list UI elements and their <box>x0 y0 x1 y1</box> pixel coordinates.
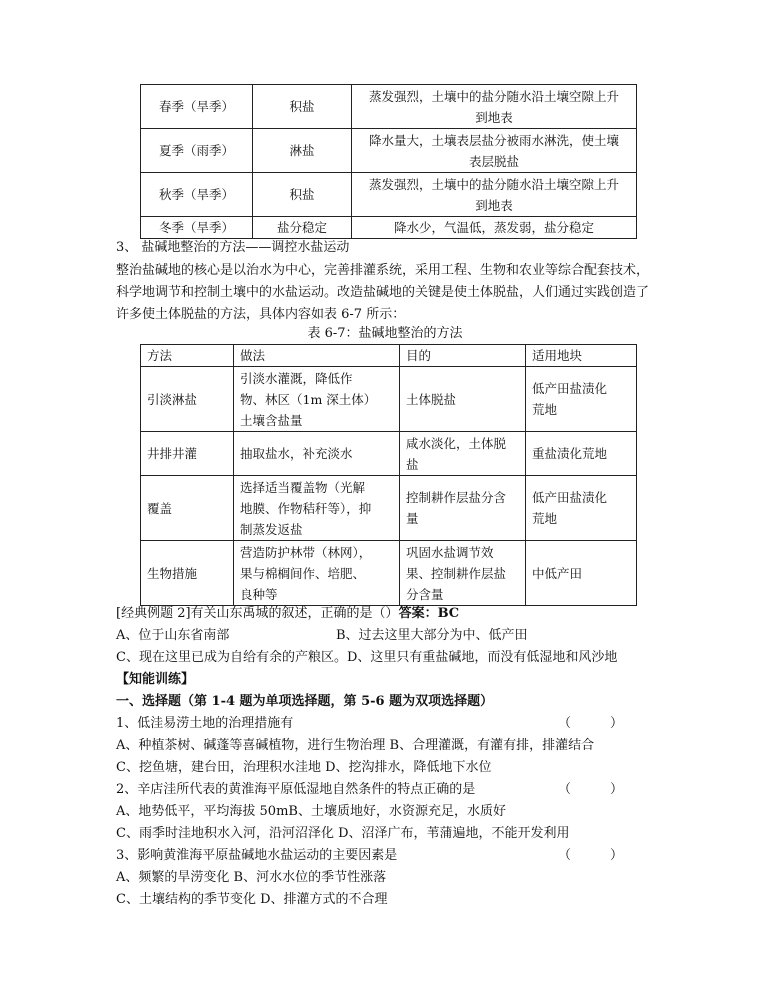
land-cell <box>526 367 637 432</box>
cell-line: 荒地 <box>532 511 558 526</box>
cell-line: 营造防护林带（林网）， <box>240 544 372 560</box>
question-2-options-ab: A、地势低平，平均海拔 50mB、土壤质地好，水资源充足，水质好 <box>116 804 506 819</box>
training-title: 【知能训练】 <box>116 672 195 687</box>
example-label: [经典例题 2]有关山东禹城的叙述，正确的是（） <box>116 606 399 621</box>
methods-table <box>140 344 637 606</box>
desc-line: 到地表 <box>475 197 513 213</box>
season-salt-table <box>140 84 637 239</box>
cell-line: 巩固水盐调节效 <box>406 544 494 560</box>
practice-cell <box>234 367 400 432</box>
example-answer: 答案：BC <box>398 606 460 621</box>
example-option-b: B、过去这里大部分为中、低产田 <box>336 628 528 643</box>
practice-cell <box>234 432 400 476</box>
question-2: 2、辛店洼所代表的黄淮海平原低湿地自然条件的特点正确的是 <box>116 782 476 797</box>
desc-line: 蒸发强烈，土壤中的盐分随水沿土壤空隙上升 <box>368 88 619 104</box>
cell-line: 地膜、作物秸秆等），抑 <box>240 500 372 516</box>
desc-line: 表层脱盐 <box>468 153 519 169</box>
season-cell: 秋季（旱季） <box>141 173 253 217</box>
practice-cell <box>234 541 400 606</box>
cell-line: 物、林区（1m 深土体） <box>240 391 377 407</box>
cell-line: 控制耕作层盐分含 <box>406 490 507 505</box>
table-caption: 表 6-7：盐碱地整治的方法 <box>307 326 463 341</box>
desc-line: 降水量大，土壤表层盐分被雨水淋洗，使土壤 <box>368 132 619 148</box>
purpose-cell <box>400 432 526 476</box>
header-cell: 适用地块 <box>526 345 637 367</box>
table-row <box>141 432 637 476</box>
table-row <box>141 541 637 606</box>
table-row <box>141 217 637 239</box>
cell-line: 果与棉榈间作、培肥、 <box>240 565 366 581</box>
cell-line: 引淡水灌溉，降低作 <box>240 370 353 386</box>
table-row <box>141 129 637 173</box>
answer-paren-1[interactable]: （ ） <box>558 716 624 731</box>
land-cell <box>526 432 637 476</box>
purpose-cell <box>400 476 526 541</box>
cell-line: 果、控制耕作层盐 <box>406 565 507 581</box>
cell-line: 土体脱盐 <box>406 391 457 407</box>
desc-line: 降水少，气温低，蒸发弱，盐分稳定 <box>393 220 594 235</box>
method-cell: 井排井灌 <box>141 432 234 476</box>
process-cell: 盐分稳定 <box>253 217 352 239</box>
cell-line: 低产田盐渍化 <box>532 381 608 396</box>
example-question <box>116 604 459 624</box>
example-option-a: A、位于山东省南部 <box>116 628 230 643</box>
land-cell <box>526 541 637 606</box>
table-row <box>141 173 637 217</box>
section3-heading: 3、 盐碱地整治的方法——调控水盐运动 <box>116 240 350 255</box>
cell-line: 咸水淡化，土体脱 <box>406 435 507 451</box>
table-row <box>141 85 637 129</box>
cell-line: 盐 <box>406 456 419 472</box>
desc-cell <box>352 85 637 129</box>
question-3: 3、影响黄淮海平原盐碱地水盐运动的主要因素是 <box>116 848 398 863</box>
answer-paren-2[interactable]: （ ） <box>558 782 624 797</box>
desc-cell <box>352 173 637 217</box>
question-1-options-ab: A、种植茶树、碱蓬等喜碱植物，进行生物治理 B、合理灌溉，有灌有排，排灌结合 <box>116 738 595 753</box>
purpose-cell <box>400 367 526 432</box>
question-1-options-cd: C、挖鱼塘，建台田，治理积水洼地 D、挖沟排水，降低地下水位 <box>116 760 492 775</box>
season-cell: 春季（旱季） <box>141 85 253 129</box>
table-header-row <box>141 345 637 367</box>
season-table-body <box>141 85 637 239</box>
cell-line: 低产田盐渍化 <box>532 490 608 505</box>
table-row <box>141 476 637 541</box>
purpose-cell <box>400 541 526 606</box>
cell-line: 量 <box>406 511 419 526</box>
header-cell: 做法 <box>234 345 400 367</box>
table-row <box>141 367 637 432</box>
desc-cell <box>352 129 637 173</box>
section3-paragraph: 整治盐碱地的核心是以治水为中心，完善排灌系统，采用工程、生物和农业等综合配套技术，科学地调节和控制土壤中的水盐运动。改造盐碱地的关键是使土体脱盐，人们通过实践创造了许多使土体脱盐的方法，具体内容如表 6-7 所示： <box>116 263 650 322</box>
question-3-options-ab: A、频繁的旱涝变化 B、河水水位的季节性涨落 <box>116 870 387 885</box>
desc-line: 蒸发强烈，土壤中的盐分随水沿土壤空隙上升 <box>368 176 619 192</box>
method-cell: 引淡淋盐 <box>141 367 234 432</box>
cell-line: 重盐渍化荒地 <box>532 446 608 461</box>
method-cell: 覆盖 <box>141 476 234 541</box>
answer-paren-3[interactable]: （ ） <box>558 848 624 863</box>
method-cell: 生物措施 <box>141 541 234 606</box>
cell-line: 选择适当覆盖物（光解 <box>240 479 366 495</box>
question-1: 1、低洼易涝土地的治理措施有 <box>116 716 294 731</box>
header-cell: 方法 <box>141 345 234 367</box>
cell-line: 抽取盐水，补充淡水 <box>240 446 353 461</box>
cell-line: 中低产田 <box>532 565 583 581</box>
process-cell: 积盐 <box>253 173 352 217</box>
season-cell: 冬季（旱季） <box>141 217 253 239</box>
header-cell: 目的 <box>400 345 526 367</box>
cell-line: 制蒸发返盐 <box>240 521 303 537</box>
question-2-options-cd: C、雨季时洼地积水入河，沿河沼泽化 D、沼泽广布，苇蒲遍地，不能开发利用 <box>116 826 570 841</box>
process-cell: 积盐 <box>253 85 352 129</box>
example-option-cd: C、现在这里已成为自给有余的产粮区。D、这里只有重盐碱地，而没有低湿地和风沙地 <box>116 650 618 665</box>
process-cell: 淋盐 <box>253 129 352 173</box>
cell-line: 分含量 <box>406 586 444 602</box>
section1-title: 一、选择题（第 1-4 题为单项选择题，第 5-6 题为双项选择题） <box>116 694 494 709</box>
land-cell <box>526 476 637 541</box>
question-3-options-cd: C、土壤结构的季节变化 D、排灌方式的不合理 <box>116 892 388 907</box>
practice-cell <box>234 476 400 541</box>
cell-line: 土壤含盐量 <box>240 412 303 428</box>
season-cell: 夏季（雨季） <box>141 129 253 173</box>
cell-line: 良种等 <box>240 586 278 602</box>
cell-line: 荒地 <box>532 402 558 417</box>
desc-line: 到地表 <box>475 109 513 125</box>
desc-cell <box>352 217 637 239</box>
methods-table-body <box>141 345 637 606</box>
